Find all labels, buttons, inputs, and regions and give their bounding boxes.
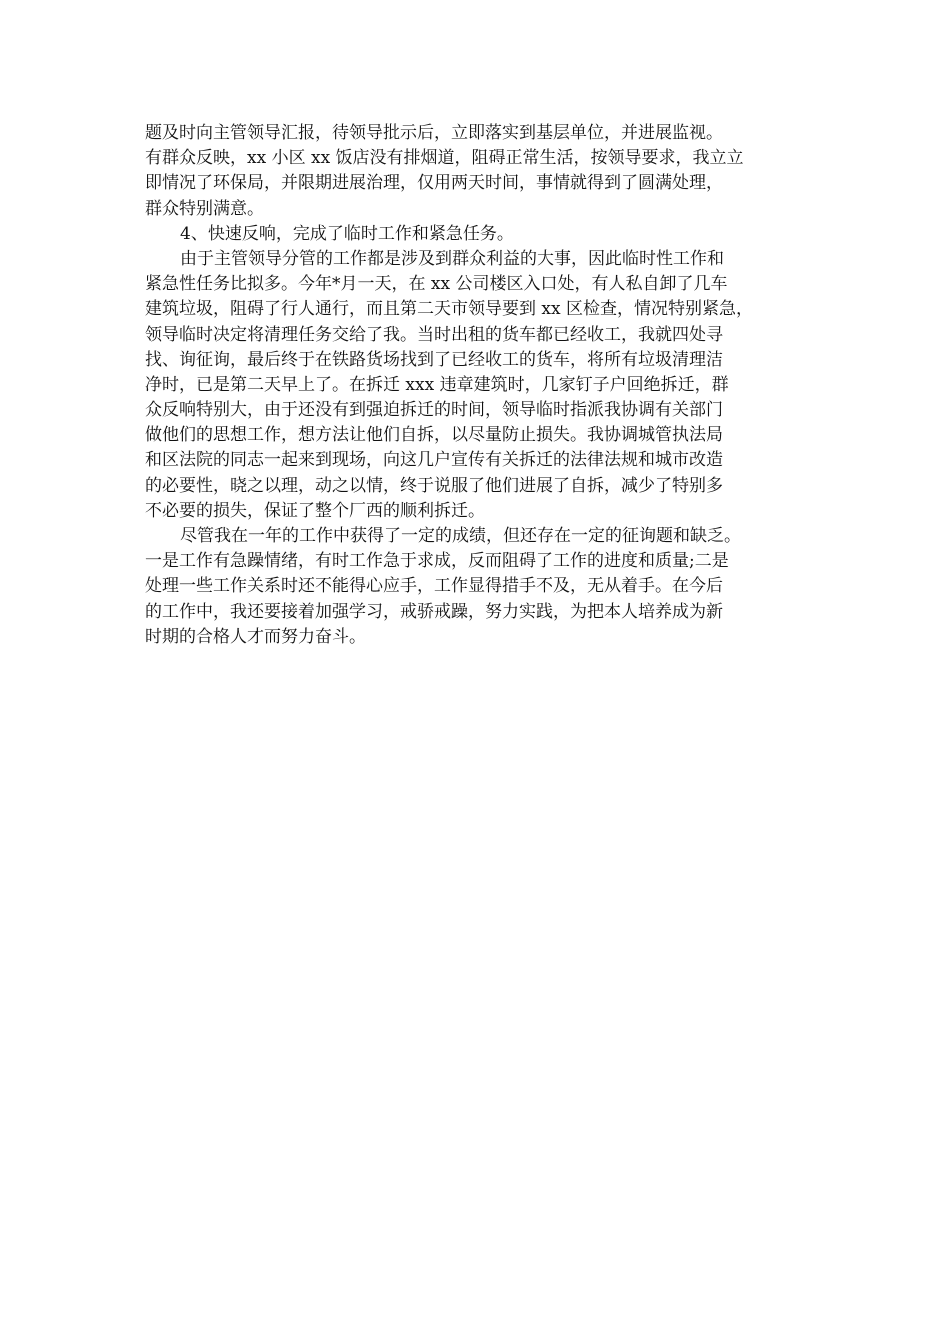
text-line: 尽管我在一年的工作中获得了一定的成绩，但还存在一定的征询题和缺乏。 <box>180 526 741 546</box>
text-line: 题及时向主管领导汇报，待领导批示后，立即落实到基层单位，并进展监视。 <box>145 123 723 143</box>
text-line: 找、询征询，最后终于在铁路货场找到了已经收工的货车，将所有垃圾清理洁 <box>145 349 723 370</box>
text-line: 由于主管领导分管的工作都是涉及到群众利益的大事，因此临时性工作和 <box>180 248 724 269</box>
text-line: 领导临时决定将清理任务交给了我。当时出租的货车都已经收工，我就四处寻 <box>145 324 723 345</box>
text-line: 即情况了环保局，并限期进展治理，仅用两天时间，事情就得到了圆满处理， <box>145 173 723 194</box>
text-line: 有群众反映，xx 小区 xx 饭店没有排烟道，阻碍正常生活，按领导要求，我立立 <box>145 148 744 169</box>
text-line: 时期的合格人才而努力奋斗。 <box>145 626 366 647</box>
text-line: 不必要的损失，保证了整个厂西的顺利拆迁。 <box>145 500 485 521</box>
paragraph <box>145 247 815 524</box>
text-line: 做他们的思想工作，想方法让他们自拆，以尽量防止损失。我协调城管执法局 <box>145 425 723 446</box>
text-line: 的工作中，我还要接着加强学习，戒骄戒躁，努力实践，为把本人培养成为新 <box>145 601 723 622</box>
text-line: 处理一些工作关系时还不能得心应手，工作显得措手不及，无从着手。在今后 <box>145 576 723 597</box>
text-line: 的必要性，晓之以理，动之以情，终于说服了他们进展了自拆，减少了特别多 <box>145 475 723 496</box>
text-line: 紧急性任务比拟多。今年*月一天，在 xx 公司楼区入口处，有人私自卸了几车 <box>145 274 728 295</box>
text-line: 和区法院的同志一起来到现场，向这几户宣传有关拆迁的法律法规和城市改造 <box>145 450 723 471</box>
text-line: 一是工作有急躁情绪，有时工作急于求成，反而阻碍了工作的进度和质量;二是 <box>145 551 729 572</box>
text-line: 净时，已是第二天早上了。在拆迁 xxx 违章建筑时，几家钉子户回绝拆迁，群 <box>145 374 729 395</box>
text-line: 4、快速反响，完成了临时工作和紧急任务。 <box>180 223 514 244</box>
text-line: 群众特别满意。 <box>145 198 264 219</box>
document-body <box>145 121 815 650</box>
text-line: 众反响特别大，由于还没有到强迫拆迁的时间，领导临时指派我协调有关部门 <box>145 400 723 421</box>
paragraph <box>145 121 815 222</box>
section-heading <box>145 222 815 247</box>
text-line: 建筑垃圾，阻碍了行人通行，而且第二天市领导要到 xx 区检查，情况特别紧急， <box>145 299 753 320</box>
paragraph <box>145 524 815 650</box>
